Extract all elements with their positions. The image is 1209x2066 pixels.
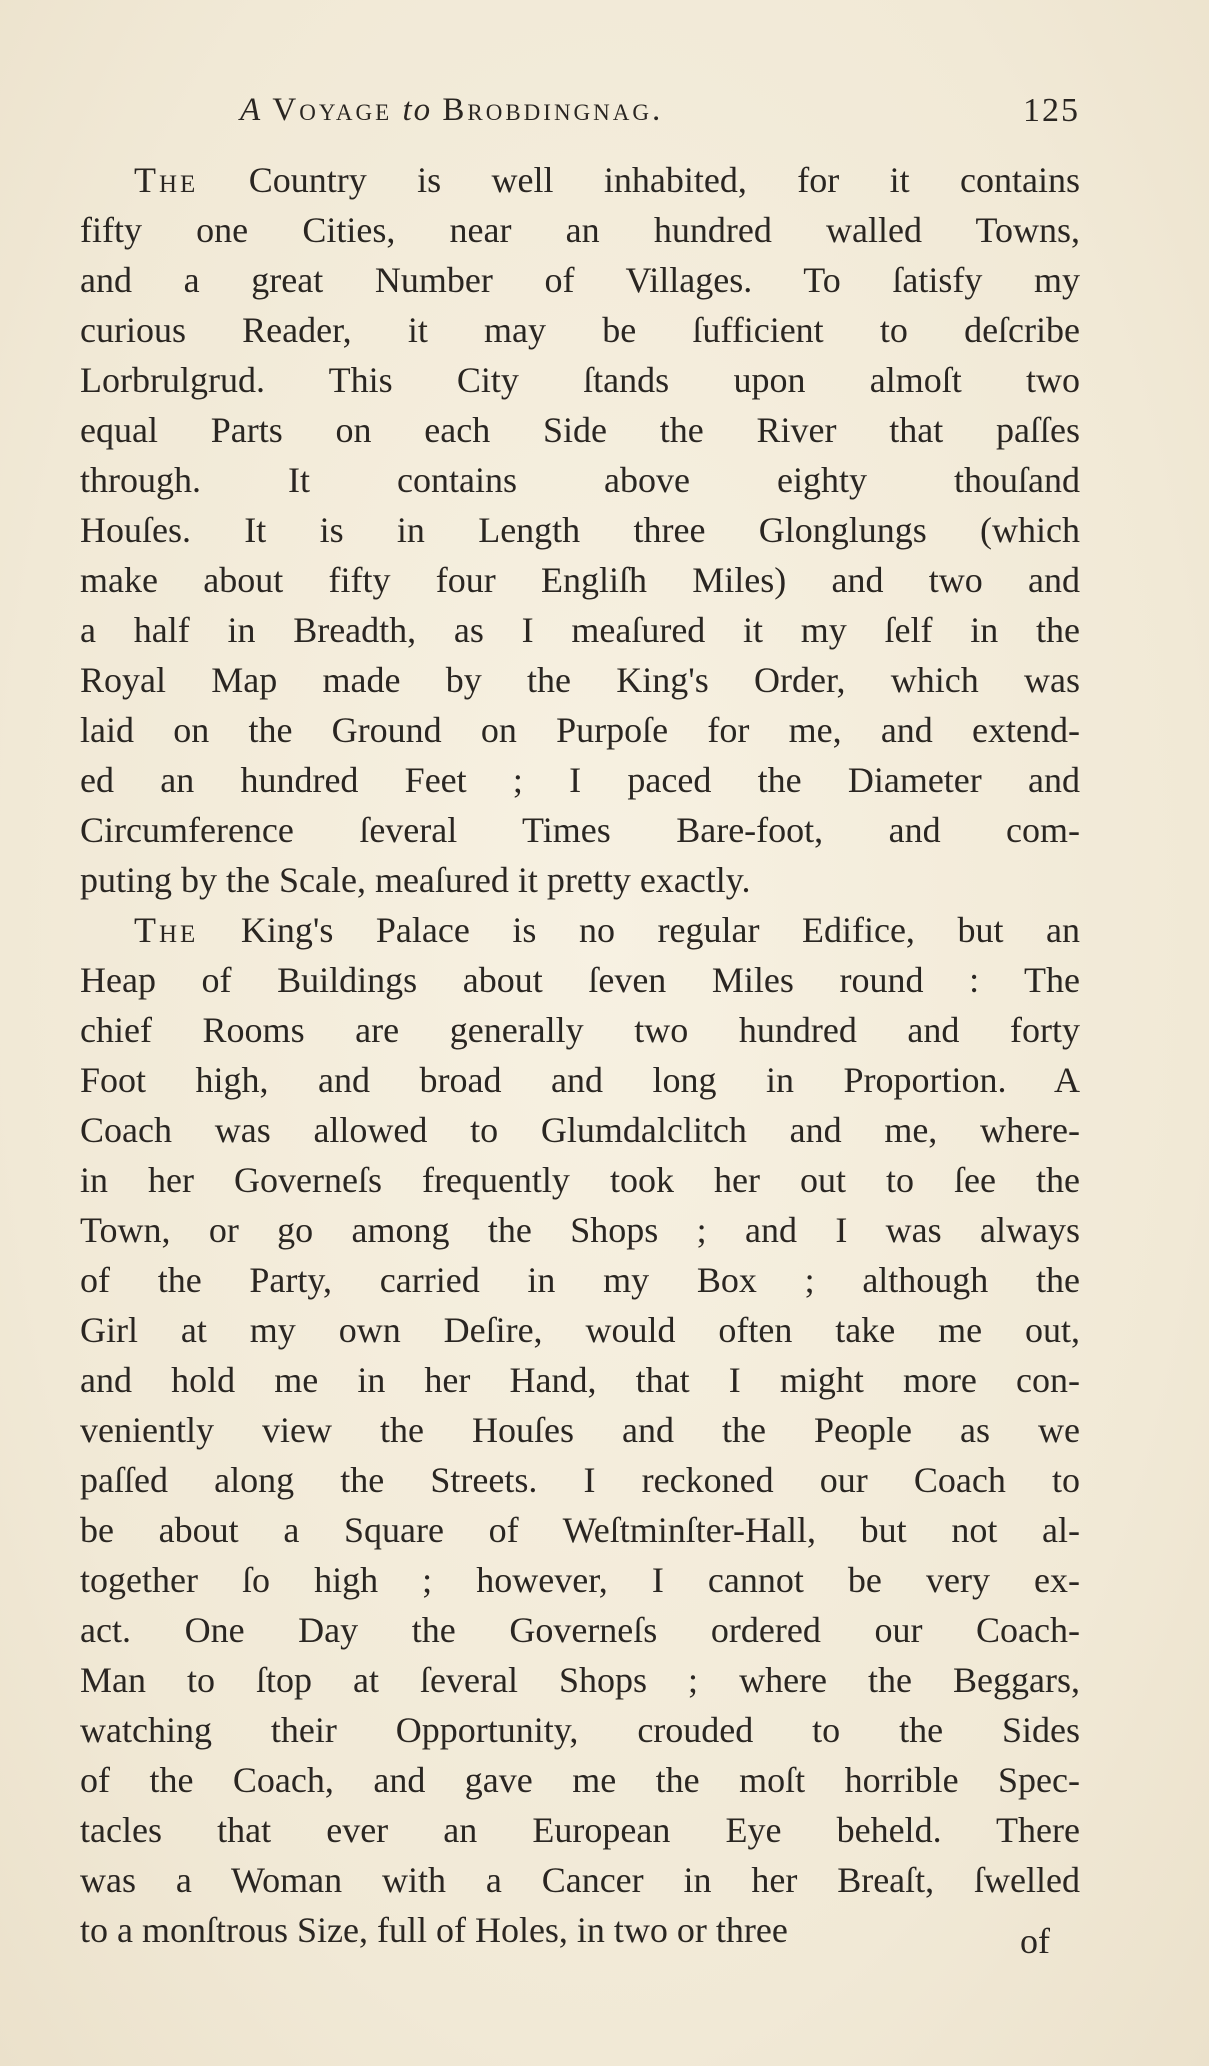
text-line xyxy=(80,605,1080,655)
text-line xyxy=(80,755,1080,805)
text-line xyxy=(80,1105,1080,1155)
page-body xyxy=(80,155,1080,1955)
text-line xyxy=(80,405,1080,455)
text-line xyxy=(80,1155,1080,1205)
line-text: Man to ſtop at ſeveral Shops ; where the Beggars, xyxy=(80,1660,1080,1700)
title-a: A xyxy=(240,92,263,128)
text-line xyxy=(80,705,1080,755)
text-line xyxy=(80,1455,1080,1505)
line-text: Foot high, and broad and long in Proportion. A xyxy=(80,1060,1080,1100)
line-text: paſſed along the Streets. I reckoned our Coach to xyxy=(80,1460,1080,1500)
line-text: through. It contains above eighty thouſand xyxy=(80,460,1080,500)
paragraph-1 xyxy=(80,155,1080,905)
title-voyage: Voyage xyxy=(272,92,393,128)
text-line xyxy=(80,1605,1080,1655)
line-text: equal Parts on each Side the River that paſſes xyxy=(80,410,1080,450)
line-text: ed an hundred Feet ; I paced the Diameter and xyxy=(80,760,1080,800)
text-line xyxy=(80,1655,1080,1705)
line-text: watching their Opportunity, crouded to the Sides xyxy=(80,1710,1080,1750)
line-text: be about a Square of Weſtminſter-Hall, but not al- xyxy=(80,1510,1080,1550)
text-line xyxy=(80,805,1080,855)
paragraph-2 xyxy=(80,905,1080,1955)
line-text: Heap of Buildings about ſeven Miles round : The xyxy=(80,960,1080,1000)
line-text: tacles that ever an European Eye beheld. There xyxy=(80,1810,1080,1850)
text-line xyxy=(80,555,1080,605)
line-text: puting by the Scale, meaſured it pretty exactly. xyxy=(80,860,751,900)
line-text: Coach was allowed to Glumdalclitch and me, where- xyxy=(80,1110,1080,1150)
title-to: to xyxy=(402,92,433,128)
line-text: of the Coach, and gave me the moſt horrible Spec- xyxy=(80,1760,1080,1800)
line-text: Royal Map made by the King's Order, which was xyxy=(80,660,1080,700)
text-line xyxy=(80,355,1080,405)
line-text: was a Woman with a Cancer in her Breaſt, ſwelled xyxy=(80,1860,1080,1900)
line-text: of the Party, carried in my Box ; although the xyxy=(80,1260,1080,1300)
text-line xyxy=(80,1705,1080,1755)
text-line xyxy=(80,1305,1080,1355)
line-text: King's Palace is no regular Edifice, but an xyxy=(198,910,1080,950)
text-line xyxy=(80,655,1080,705)
paragraph-lead-word: The xyxy=(134,160,199,200)
text-line xyxy=(80,1405,1080,1455)
page-number: 125 xyxy=(1023,92,1080,129)
text-line xyxy=(80,205,1080,255)
line-text: Town, or go among the Shops ; and I was always xyxy=(80,1210,1080,1250)
text-line xyxy=(80,855,1080,905)
title-place: Brobdingnag. xyxy=(442,92,664,128)
line-text: veniently view the Houſes and the People as we xyxy=(80,1410,1080,1450)
line-text: and hold me in her Hand, that I might more con- xyxy=(80,1360,1080,1400)
text-line xyxy=(80,305,1080,355)
text-line xyxy=(80,1505,1080,1555)
line-text: Circumference ſeveral Times Bare-foot, and com- xyxy=(80,810,1080,850)
text-line xyxy=(80,155,1080,205)
text-line xyxy=(80,1855,1080,1905)
line-text: in her Governeſs frequently took her out to ſee the xyxy=(80,1160,1080,1200)
line-text: curious Reader, it may be ſufficient to deſcribe xyxy=(80,310,1080,350)
text-line xyxy=(80,1255,1080,1305)
paragraph-lead-word: The xyxy=(134,910,199,950)
text-line xyxy=(80,905,1080,955)
line-text: act. One Day the Governeſs ordered our Coach- xyxy=(80,1610,1080,1650)
line-text: laid on the Ground on Purpoſe for me, and extend- xyxy=(80,710,1080,750)
line-text: a half in Breadth, as I meaſured it my ſelf in the xyxy=(80,610,1080,650)
line-text: Houſes. It is in Length three Glonglungs (which xyxy=(80,510,1080,550)
line-text: together ſo high ; however, I cannot be very ex- xyxy=(80,1560,1080,1600)
line-text: fifty one Cities, near an hundred walled Towns, xyxy=(80,210,1080,250)
line-text: Girl at my own Deſire, would often take me out, xyxy=(80,1310,1080,1350)
text-line xyxy=(80,1905,1080,1955)
text-line xyxy=(80,505,1080,555)
running-header xyxy=(240,92,1090,142)
text-line xyxy=(80,255,1080,305)
line-text: and a great Number of Villages. To ſatisfy my xyxy=(80,260,1080,300)
text-line xyxy=(80,955,1080,1005)
catchword: of xyxy=(1020,1921,1050,1961)
text-line xyxy=(80,1355,1080,1405)
text-line xyxy=(80,1005,1080,1055)
text-line xyxy=(80,1805,1080,1855)
text-line xyxy=(80,1055,1080,1105)
text-line xyxy=(80,1205,1080,1255)
line-text: to a monſtrous Size, full of Holes, in two or three xyxy=(80,1910,788,1950)
running-title xyxy=(240,92,663,129)
line-text: Lorbrulgrud. This City ſtands upon almoſt two xyxy=(80,360,1080,400)
text-line xyxy=(80,1555,1080,1605)
line-text: chief Rooms are generally two hundred and forty xyxy=(80,1010,1080,1050)
line-text: Country is well inhabited, for it contains xyxy=(198,160,1080,200)
text-line xyxy=(80,1755,1080,1805)
text-line xyxy=(80,455,1080,505)
line-text: make about fifty four Engliſh Miles) and two and xyxy=(80,560,1080,600)
